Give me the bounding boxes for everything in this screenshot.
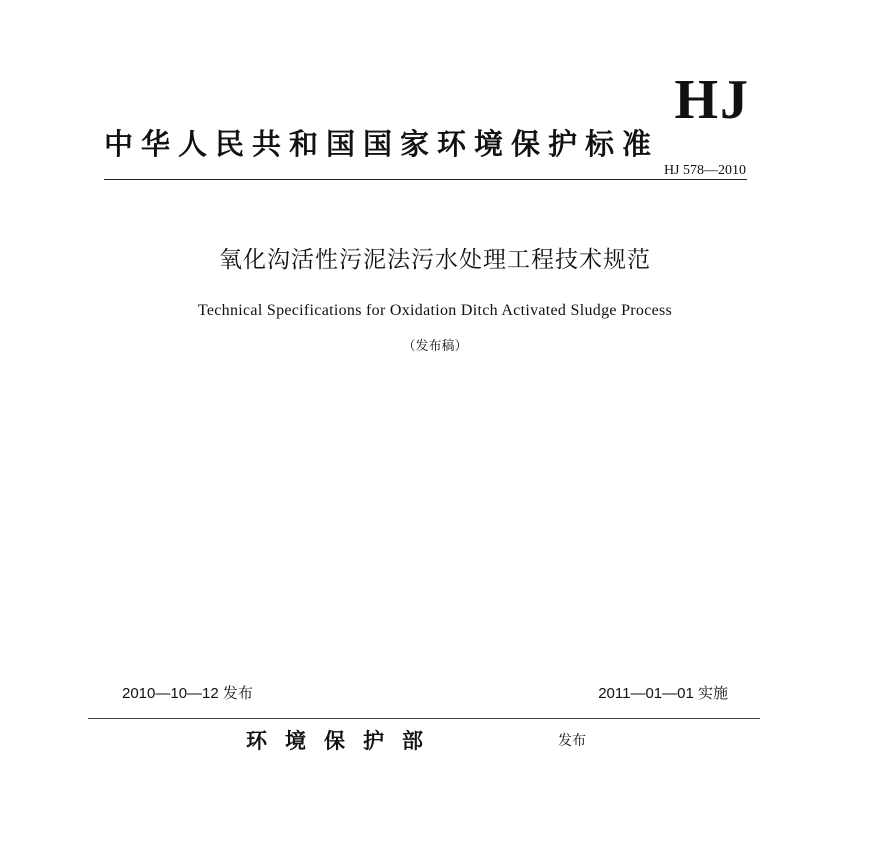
hj-logo: HJ: [674, 69, 750, 131]
header-divider: [104, 179, 747, 180]
authority-title: 中华人民共和国国家环境保护标准: [104, 127, 660, 161]
draft-note: （发布稿）: [402, 339, 468, 354]
issue-date: 2010—10—12 发布: [122, 685, 253, 702]
document-title-english: Technical Specifications for Oxidation Ditch Activated Sludge Process: [197, 302, 673, 319]
implement-date: 2011—01—01 实施: [598, 685, 728, 702]
footer-divider: [88, 718, 760, 719]
document-title-chinese: 氧化沟活性污泥法污水处理工程技术规范: [219, 247, 651, 273]
issuer-suffix: 发布: [558, 733, 586, 749]
issuing-authority: 环境保护部: [246, 729, 441, 753]
standard-number: HJ 578—2010: [663, 163, 746, 178]
